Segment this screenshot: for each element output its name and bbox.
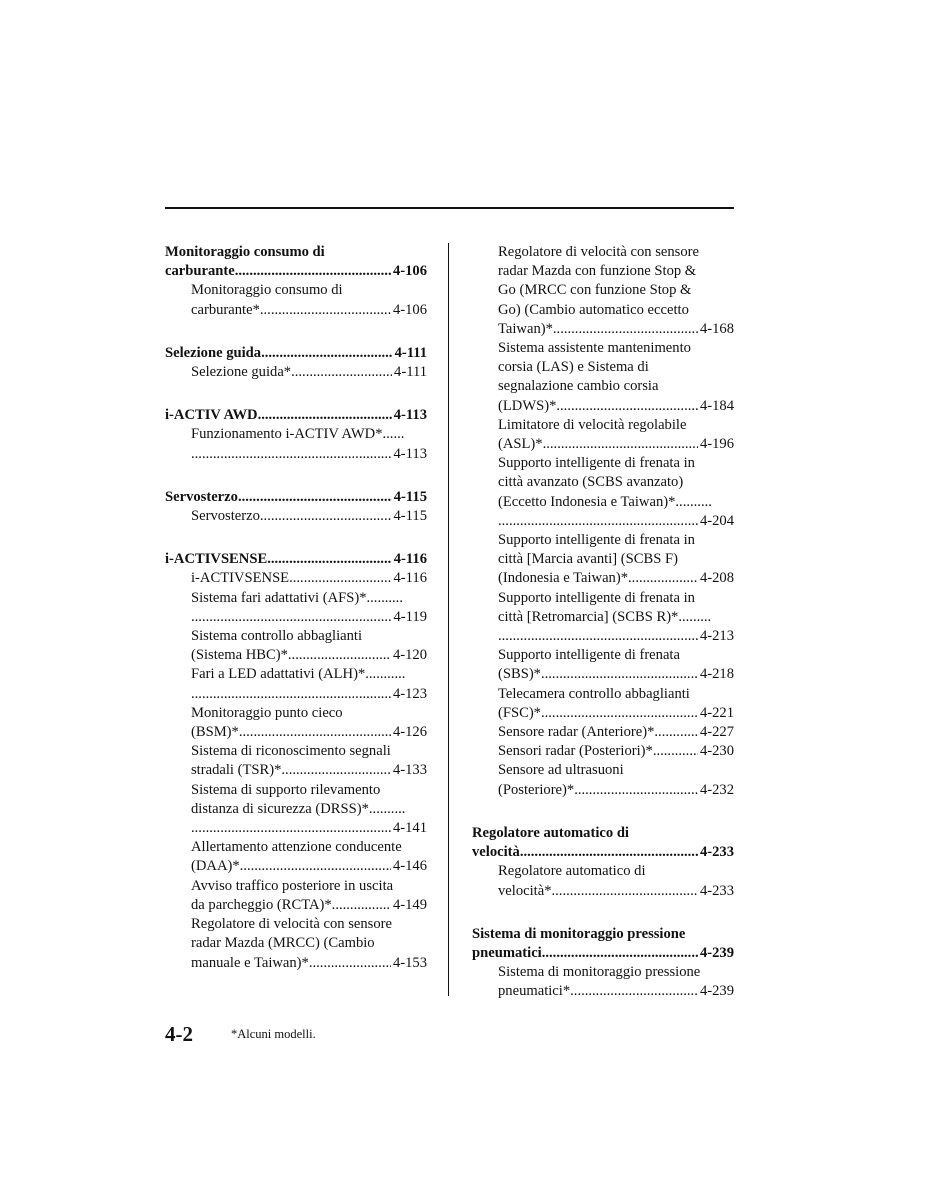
toc-entry[interactable] bbox=[165, 665, 427, 703]
entry-line bbox=[498, 982, 734, 1001]
entry-line bbox=[498, 665, 734, 684]
entry-text: città [Retromarcia] (SCBS R)*......... bbox=[498, 608, 712, 625]
toc-entry[interactable] bbox=[472, 589, 734, 647]
entry-line bbox=[191, 445, 427, 464]
entry-line bbox=[498, 646, 734, 665]
entry-text: Monitoraggio consumo di bbox=[191, 282, 343, 299]
entry-line bbox=[191, 608, 427, 627]
leader-dots bbox=[239, 723, 391, 742]
entry-line bbox=[191, 954, 427, 973]
entry-text: (SBS)* bbox=[498, 666, 541, 683]
heading-line bbox=[165, 262, 427, 281]
toc-entry[interactable] bbox=[165, 363, 427, 382]
entry-page-number: 4-149 bbox=[392, 896, 427, 913]
toc-entry[interactable] bbox=[472, 685, 734, 723]
entry-text: Sistema di monitoraggio pressione bbox=[498, 964, 701, 981]
section-heading bbox=[165, 488, 427, 507]
entry-text: Allertamento attenzione conducente bbox=[191, 839, 402, 856]
toc-entry[interactable] bbox=[165, 915, 427, 973]
entry-line bbox=[191, 569, 427, 588]
toc-entry[interactable] bbox=[472, 761, 734, 799]
toc-section bbox=[472, 243, 734, 800]
leader-dots bbox=[556, 397, 698, 416]
entry-line bbox=[191, 723, 427, 742]
entry-text: Servosterzo bbox=[191, 508, 260, 525]
entry-line bbox=[191, 896, 427, 915]
leader-dots bbox=[267, 550, 392, 569]
entry-page-number: 4-126 bbox=[392, 724, 427, 741]
entry-line bbox=[498, 358, 734, 377]
entry-line bbox=[498, 685, 734, 704]
entry-page-number: 4-239 bbox=[699, 983, 734, 1000]
heading-text: Sistema di monitoraggio pressione bbox=[472, 925, 686, 942]
entry-text: (LDWS)* bbox=[498, 397, 557, 414]
toc-entry[interactable] bbox=[165, 507, 427, 526]
entry-page-number: 4-208 bbox=[699, 570, 734, 587]
heading-line bbox=[165, 488, 427, 507]
toc-section bbox=[472, 824, 734, 901]
entry-line bbox=[191, 857, 427, 876]
entry-line bbox=[498, 435, 734, 454]
entry-text: corsia (LAS) e Sistema di bbox=[498, 359, 649, 376]
entry-line bbox=[191, 685, 427, 704]
entry-line bbox=[191, 281, 427, 300]
entry-text: radar Mazda con funzione Stop & bbox=[498, 263, 697, 280]
entry-line bbox=[498, 301, 734, 320]
leader-dots bbox=[240, 857, 391, 876]
leader-dots bbox=[309, 954, 391, 973]
heading-text: carburante bbox=[165, 263, 235, 280]
section-heading bbox=[472, 925, 734, 963]
entry-text: (Posteriore)* bbox=[498, 781, 575, 798]
toc-section bbox=[472, 925, 734, 1002]
entry-page-number: 4-111 bbox=[394, 364, 427, 381]
entry-line bbox=[498, 862, 734, 881]
entry-text: Sistema controllo abbaglianti bbox=[191, 628, 363, 645]
entry-text: segnalazione cambio corsia bbox=[498, 378, 659, 395]
leader-dots bbox=[191, 608, 391, 627]
entry-text: radar Mazda (MRCC) (Cambio bbox=[191, 935, 375, 952]
column-divider bbox=[448, 243, 449, 996]
entry-line bbox=[498, 377, 734, 396]
leader-dots bbox=[281, 761, 391, 780]
heading-page-number: 4-113 bbox=[393, 407, 427, 424]
heading-page-number: 4-111 bbox=[394, 344, 427, 361]
entry-text: Supporto intelligente di frenata in bbox=[498, 532, 695, 549]
entry-line bbox=[498, 550, 734, 569]
entry-line bbox=[191, 877, 427, 896]
entry-line bbox=[498, 339, 734, 358]
entry-page-number: 4-218 bbox=[699, 666, 734, 683]
entry-text: (DAA)* bbox=[191, 858, 240, 875]
entry-line bbox=[191, 781, 427, 800]
entry-line bbox=[498, 761, 734, 780]
leader-dots bbox=[261, 344, 392, 363]
header-rule bbox=[165, 207, 734, 209]
entry-page-number: 4-119 bbox=[393, 608, 427, 625]
toc-entry[interactable] bbox=[472, 454, 734, 531]
footnote: *Alcuni modelli. bbox=[231, 1027, 316, 1041]
leader-dots bbox=[498, 627, 698, 646]
entry-line bbox=[498, 473, 734, 492]
entry-text: Supporto intelligente di frenata bbox=[498, 647, 680, 664]
entry-text: velocità* bbox=[498, 882, 552, 899]
entry-line bbox=[498, 781, 734, 800]
entry-text: Sensore ad ultrasuoni bbox=[498, 762, 624, 779]
entry-line bbox=[191, 301, 427, 320]
entry-text: (Eccetto Indonesia e Taiwan)*.......... bbox=[498, 493, 712, 510]
entry-line bbox=[191, 507, 427, 526]
entry-text: manuale e Taiwan)* bbox=[191, 954, 309, 971]
entry-text: Go (MRCC con funzione Stop & bbox=[498, 282, 692, 299]
entry-line bbox=[498, 882, 734, 901]
entry-page-number: 4-146 bbox=[392, 858, 427, 875]
section-heading bbox=[165, 243, 427, 281]
entry-page-number: 4-184 bbox=[699, 397, 734, 414]
entry-line bbox=[498, 512, 734, 531]
toc-entry[interactable] bbox=[165, 704, 427, 742]
entry-line bbox=[191, 761, 427, 780]
leader-dots bbox=[654, 723, 698, 742]
leader-dots bbox=[653, 742, 698, 761]
leader-dots bbox=[520, 843, 698, 862]
entry-text: Telecamera controllo abbaglianti bbox=[498, 685, 690, 702]
entry-text: (ASL)* bbox=[498, 436, 543, 453]
entry-line bbox=[498, 704, 734, 723]
entry-line bbox=[191, 915, 427, 934]
entry-text: Fari a LED adattativi (ALH)*........... bbox=[191, 666, 406, 683]
toc-entry[interactable] bbox=[472, 531, 734, 589]
entry-text: (Sistema HBC)* bbox=[191, 647, 288, 664]
toc-entry[interactable] bbox=[165, 569, 427, 588]
leader-dots bbox=[541, 704, 698, 723]
section-heading bbox=[165, 550, 427, 569]
section-heading bbox=[165, 344, 427, 363]
entry-line bbox=[498, 454, 734, 473]
leader-dots bbox=[191, 685, 391, 704]
entry-page-number: 4-123 bbox=[392, 685, 427, 702]
heading-text: velocità bbox=[472, 844, 520, 861]
entry-line bbox=[498, 281, 734, 300]
entry-line bbox=[498, 262, 734, 281]
heading-page-number: 4-116 bbox=[393, 551, 427, 568]
entry-text: stradali (TSR)* bbox=[191, 762, 282, 779]
entry-text: i-ACTIVSENSE bbox=[191, 570, 290, 587]
leader-dots bbox=[498, 512, 698, 531]
heading-line bbox=[472, 925, 734, 944]
entry-text: pneumatici* bbox=[498, 983, 571, 1000]
entry-line bbox=[191, 819, 427, 838]
entry-page-number: 4-133 bbox=[392, 762, 427, 779]
entry-line bbox=[498, 742, 734, 761]
entry-line bbox=[191, 646, 427, 665]
heading-line bbox=[165, 550, 427, 569]
entry-line bbox=[191, 704, 427, 723]
entry-text: Sensore radar (Anteriore)* bbox=[498, 724, 655, 741]
entry-line bbox=[498, 569, 734, 588]
heading-text: Monitoraggio consumo di bbox=[165, 244, 325, 260]
entry-text: Regolatore di velocità con sensore bbox=[498, 244, 699, 260]
heading-text: Selezione guida bbox=[165, 344, 262, 361]
toc-section bbox=[165, 243, 427, 320]
toc-entry[interactable] bbox=[165, 781, 427, 839]
heading-line bbox=[165, 243, 427, 262]
heading-page-number: 4-233 bbox=[699, 844, 734, 861]
leader-dots bbox=[235, 262, 391, 281]
leader-dots bbox=[191, 819, 391, 838]
entry-text: Sistema assistente mantenimento bbox=[498, 340, 691, 357]
toc-entry[interactable] bbox=[165, 627, 427, 665]
entry-line bbox=[191, 742, 427, 761]
entry-text: Supporto intelligente di frenata in bbox=[498, 455, 695, 472]
entry-page-number: 4-115 bbox=[393, 508, 427, 525]
entry-text: città [Marcia avanti] (SCBS F) bbox=[498, 551, 678, 568]
entry-text: (BSM)* bbox=[191, 724, 239, 741]
entry-line bbox=[191, 627, 427, 646]
entry-page-number: 4-227 bbox=[699, 724, 734, 741]
entry-page-number: 4-168 bbox=[699, 320, 734, 337]
entry-text: distanza di sicurezza (DRSS)*.......... bbox=[191, 800, 406, 817]
entry-line bbox=[191, 838, 427, 857]
heading-text: Servosterzo bbox=[165, 488, 238, 505]
entry-text: Sensori radar (Posteriori)* bbox=[498, 743, 653, 760]
toc-section bbox=[165, 550, 427, 972]
toc-entry[interactable] bbox=[165, 838, 427, 876]
entry-line bbox=[498, 416, 734, 435]
entry-line bbox=[498, 493, 734, 512]
entry-page-number: 4-233 bbox=[699, 882, 734, 899]
entry-text: Selezione guida* bbox=[191, 364, 292, 381]
toc-entry[interactable] bbox=[165, 281, 427, 319]
entry-text: Limitatore di velocità regolabile bbox=[498, 416, 687, 433]
toc-entry[interactable] bbox=[165, 877, 427, 915]
entry-text: città avanzato (SCBS avanzato) bbox=[498, 474, 684, 491]
entry-page-number: 4-232 bbox=[699, 781, 734, 798]
heading-text: Regolatore automatico di bbox=[472, 824, 629, 841]
entry-page-number: 4-113 bbox=[393, 445, 427, 462]
entry-text: Sistema di riconoscimento segnali bbox=[191, 743, 391, 760]
entry-text: Avviso traffico posteriore in uscita bbox=[191, 877, 394, 894]
entry-line bbox=[191, 363, 427, 382]
entry-line bbox=[498, 243, 734, 262]
toc-left-column bbox=[165, 243, 427, 973]
page-number: 4-2 bbox=[165, 1022, 193, 1046]
entry-text: Supporto intelligente di frenata in bbox=[498, 589, 695, 606]
heading-line bbox=[472, 824, 734, 843]
leader-dots bbox=[260, 507, 392, 526]
heading-text: i-ACTIV AWD bbox=[165, 407, 258, 424]
toc-entry[interactable] bbox=[165, 589, 427, 627]
entry-text: Monitoraggio punto cieco bbox=[191, 704, 343, 721]
entry-text: Sistema di supporto rilevamento bbox=[191, 781, 381, 798]
toc-entry[interactable] bbox=[472, 723, 734, 742]
leader-dots bbox=[574, 781, 698, 800]
entry-page-number: 4-221 bbox=[699, 704, 734, 721]
leader-dots bbox=[191, 445, 391, 464]
entry-page-number: 4-106 bbox=[392, 301, 427, 318]
heading-page-number: 4-239 bbox=[699, 944, 734, 961]
entry-line bbox=[191, 425, 427, 444]
entry-line bbox=[191, 589, 427, 608]
entry-page-number: 4-230 bbox=[699, 743, 734, 760]
section-heading bbox=[472, 824, 734, 862]
toc-section bbox=[165, 488, 427, 526]
toc-entry[interactable] bbox=[165, 425, 427, 463]
heading-line bbox=[165, 406, 427, 425]
entry-text: Taiwan)* bbox=[498, 320, 553, 337]
entry-text: (Indonesia e Taiwan)* bbox=[498, 570, 629, 587]
entry-text: Sistema fari adattativi (AFS)*.......... bbox=[191, 589, 403, 606]
entry-line bbox=[191, 665, 427, 684]
toc-entry[interactable] bbox=[472, 339, 734, 416]
toc-entry[interactable] bbox=[472, 742, 734, 761]
heading-page-number: 4-106 bbox=[392, 263, 427, 280]
leader-dots bbox=[291, 363, 392, 382]
leader-dots bbox=[543, 435, 698, 454]
entry-text: da parcheggio (RCTA)* bbox=[191, 896, 332, 913]
heading-page-number: 4-115 bbox=[393, 488, 427, 505]
leader-dots bbox=[553, 320, 698, 339]
leader-dots bbox=[288, 646, 391, 665]
toc-entry[interactable] bbox=[472, 963, 734, 1001]
leader-dots bbox=[289, 569, 391, 588]
toc-section bbox=[165, 344, 427, 382]
entry-line bbox=[498, 589, 734, 608]
leader-dots bbox=[541, 665, 698, 684]
entry-page-number: 4-196 bbox=[699, 436, 734, 453]
entry-text: Go) (Cambio automatico eccetto bbox=[498, 301, 689, 318]
entry-page-number: 4-116 bbox=[393, 570, 427, 587]
toc-entry[interactable] bbox=[472, 243, 734, 339]
toc-entry[interactable] bbox=[472, 646, 734, 684]
leader-dots bbox=[332, 896, 391, 915]
entry-page-number: 4-153 bbox=[392, 954, 427, 971]
entry-text: Regolatore automatico di bbox=[498, 863, 646, 880]
entry-line bbox=[498, 723, 734, 742]
toc-right-column bbox=[472, 243, 734, 1002]
entry-line bbox=[191, 934, 427, 953]
entry-page-number: 4-204 bbox=[699, 512, 734, 529]
entry-text: carburante* bbox=[191, 301, 260, 318]
toc-section bbox=[165, 406, 427, 464]
entry-text: Funzionamento i-ACTIV AWD*...... bbox=[191, 426, 405, 443]
leader-dots bbox=[552, 882, 698, 901]
entry-line bbox=[498, 963, 734, 982]
entry-line bbox=[498, 320, 734, 339]
leader-dots bbox=[258, 406, 392, 425]
heading-text: i-ACTIVSENSE bbox=[165, 551, 268, 568]
entry-line bbox=[498, 531, 734, 550]
entry-page-number: 4-213 bbox=[699, 628, 734, 645]
heading-line bbox=[472, 843, 734, 862]
toc-entry[interactable] bbox=[472, 416, 734, 454]
heading-line bbox=[165, 344, 427, 363]
leader-dots bbox=[628, 569, 698, 588]
entry-line bbox=[498, 608, 734, 627]
leader-dots bbox=[238, 488, 392, 507]
entry-text: Regolatore di velocità con sensore bbox=[191, 916, 392, 933]
heading-line bbox=[472, 944, 734, 963]
leader-dots bbox=[542, 944, 698, 963]
entry-page-number: 4-120 bbox=[392, 647, 427, 664]
entry-line bbox=[498, 627, 734, 646]
leader-dots bbox=[260, 301, 391, 320]
section-heading bbox=[165, 406, 427, 425]
leader-dots bbox=[570, 982, 698, 1001]
heading-text: pneumatici bbox=[472, 944, 542, 961]
entry-line bbox=[498, 397, 734, 416]
toc-entry[interactable] bbox=[472, 862, 734, 900]
entry-page-number: 4-141 bbox=[392, 820, 427, 837]
entry-text: (FSC)* bbox=[498, 704, 541, 721]
entry-line bbox=[191, 800, 427, 819]
toc-entry[interactable] bbox=[165, 742, 427, 780]
